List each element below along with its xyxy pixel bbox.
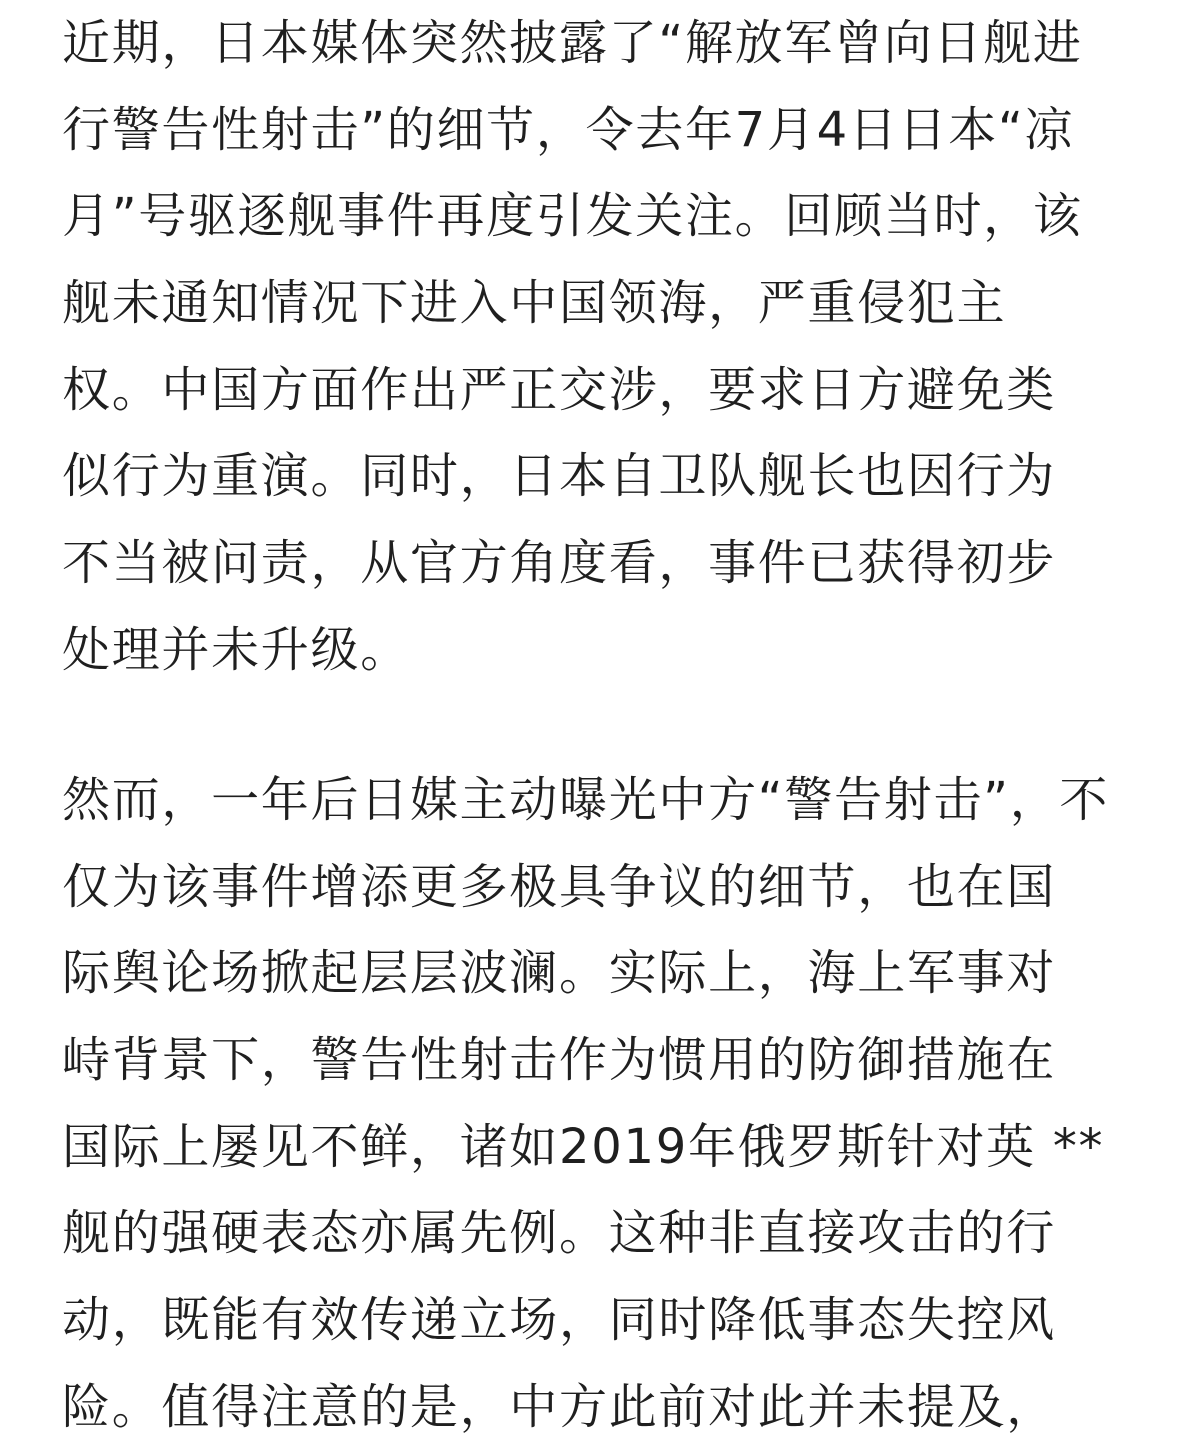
paragraph-line: 权。中国方面作出严正交涉，要求日方避免类 bbox=[62, 361, 1057, 418]
paragraph-line: 峙背景下，警告性射击作为惯用的防御措施在 bbox=[62, 1032, 1057, 1089]
paragraph-line: 险。值得注意的是，中方此前对此并未提及， bbox=[62, 1378, 1057, 1435]
paragraph-1 bbox=[62, 0, 1083, 694]
paragraph-line: 际舆论场掀起层层波澜。实际上，海上军事对 bbox=[62, 945, 1057, 1002]
paragraph-line: 舰的强硬表态亦属先例。这种非直接攻击的行 bbox=[62, 1205, 1057, 1262]
paragraph-line: 行警告性射击”的细节，令去年7月4日日本“凉 bbox=[62, 101, 1075, 158]
paragraph-line: 动，既能有效传递立场，同时降低事态失控风 bbox=[62, 1292, 1057, 1349]
paragraph-line: 近期，日本媒体突然披露了“解放军曾向日舰进 bbox=[62, 15, 1083, 71]
paragraph-line: 舰未通知情况下进入中国领海，严重侵犯主 bbox=[62, 275, 1007, 332]
paragraph-line: 然而，一年后日媒主动曝光中方“警告射击”，不 bbox=[62, 772, 1110, 828]
paragraph-line: 似行为重演。同时，日本自卫队舰长也因行为 bbox=[62, 448, 1057, 505]
paragraph-2 bbox=[62, 757, 1109, 1451]
paragraph-line: 处理并未升级。 bbox=[62, 621, 410, 678]
paragraph-line: 仅为该事件增添更多极具争议的细节，也在国 bbox=[62, 858, 1057, 915]
paragraph-line: 不当被问责，从官方角度看，事件已获得初步 bbox=[62, 535, 1057, 592]
paragraph-line: 月”号驱逐舰事件再度引发关注。回顾当时，该 bbox=[62, 188, 1083, 245]
paragraph-line: 国际上屡见不鲜，诸如2019年俄罗斯针对英 ** bbox=[62, 1118, 1105, 1175]
